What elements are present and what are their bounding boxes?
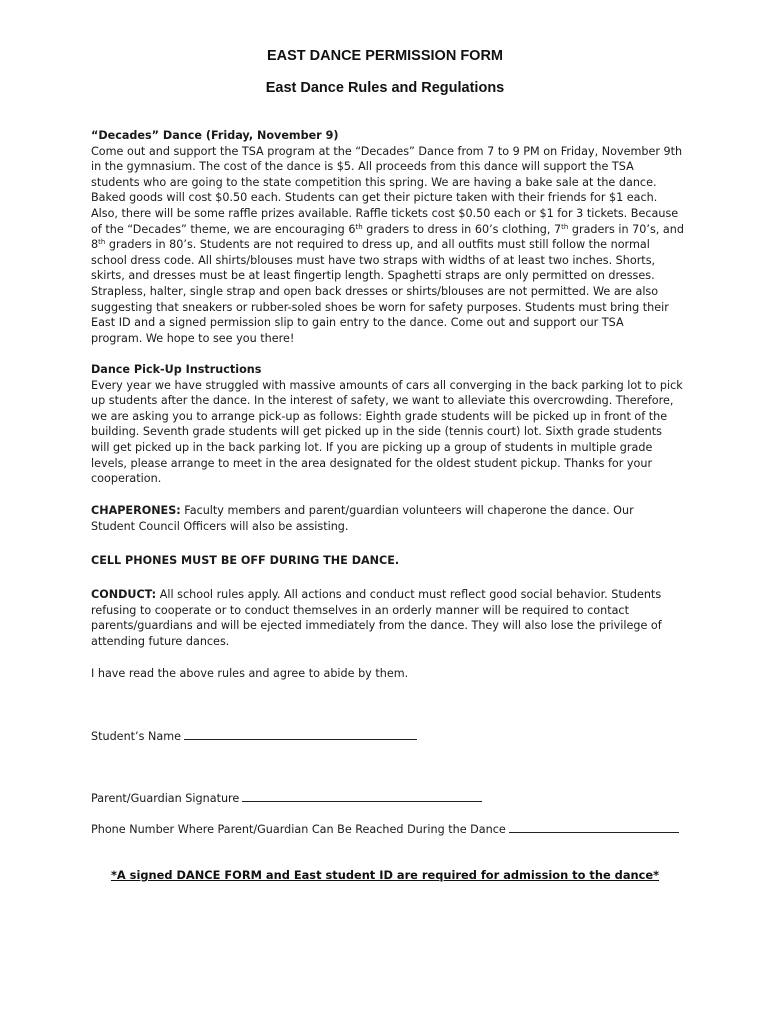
superscript: th <box>355 222 363 231</box>
form-subtitle: East Dance Rules and Regulations <box>265 80 505 96</box>
superscript: th <box>98 238 106 247</box>
pickup-line: up students after the dance. In the interest of safety, we want to alleviate this overcrowding. Therefore, <box>91 394 674 408</box>
chaperones-line: Student Council Officers will also be assisting. <box>91 519 349 533</box>
student-name-field[interactable] <box>184 728 417 740</box>
pickup-heading: Dance Pick-Up Instructions <box>91 363 262 376</box>
chaperones-section <box>91 503 683 534</box>
decades-section <box>91 128 683 346</box>
text-fragment: All school rules apply. All actions and conduct must reflect good social behavior. Students <box>156 588 662 601</box>
pickup-section <box>91 362 683 487</box>
text-fragment: Faculty members and parent/guardian volunteers will chaperone the dance. Our <box>180 504 634 517</box>
agreement-section <box>91 666 683 682</box>
decades-heading: “Decades” Dance (Friday, November 9) <box>91 129 339 142</box>
text-fragment: graders in 80’s. Students are not required to dress up, and all outfits must still follow the normal <box>105 238 650 252</box>
form-title: EAST DANCE PERMISSION FORM <box>266 48 504 64</box>
parent-signature-field[interactable] <box>242 790 482 802</box>
pickup-line: cooperation. <box>91 472 162 486</box>
decades-line: program. We hope to see you there! <box>91 331 295 345</box>
student-name-row <box>91 728 417 743</box>
parent-signature-row <box>91 790 482 805</box>
phone-number-row <box>91 821 679 836</box>
decades-line: skirts, and dresses must be at least fingertip length. Spaghetti straps are only permitted on dresses. <box>91 269 655 283</box>
decades-line <box>91 222 683 238</box>
phones-notice: CELL PHONES MUST BE OFF DURING THE DANCE. <box>91 554 400 567</box>
decades-line: students who are going to the state competition this spring. We are having a bake sale at the dance. <box>91 175 657 189</box>
pickup-line: building. Seventh grade students will get picked up in the side (tennis court) lot. Sixth grade students <box>91 425 662 439</box>
conduct-label: CONDUCT: <box>91 588 157 601</box>
decades-line: Baked goods will cost $0.50 each. Students can get their picture taken with their friends for $1 each. <box>91 191 658 205</box>
decades-line: Come out and support the TSA program at the “Decades” Dance from 7 to 9 PM on Friday, November 9th <box>91 144 683 158</box>
phone-number-label: Phone Number Where Parent/Guardian Can Be Reached During the Dance <box>91 823 506 836</box>
admission-notice-text: *A signed DANCE FORM and East student ID are required for admission to the dance* <box>110 868 660 882</box>
decades-line: Strapless, halter, single strap and open back dresses or shirts/blouses are not permitted. We are also <box>91 284 659 298</box>
conduct-line: refusing to cooperate or to conduct themselves in an orderly manner will be required to contact <box>91 603 629 617</box>
phones-section <box>91 553 683 569</box>
phone-number-field[interactable] <box>509 821 679 833</box>
decades-line: Also, there will be some raffle prizes available. Raffle tickets cost $0.50 each or $1 for 3 tickets. Because <box>91 206 679 220</box>
decades-line: suggesting that sneakers or rubber-soled shoes be worn for safety purposes. Students must bring their <box>91 300 669 314</box>
decades-line <box>91 237 683 253</box>
admission-notice <box>0 868 770 882</box>
decades-line: in the gymnasium. The cost of the dance is $5. All proceeds from this dance will support the TSA <box>91 160 634 174</box>
decades-line: school dress code. All shirts/blouses must have two straps with widths of at least two inches. Shorts, <box>91 253 656 267</box>
pickup-line: will get picked up in the back parking lot. If you are picking up a group of students in multiple grade <box>91 440 653 454</box>
parent-signature-label: Parent/Guardian Signature <box>91 792 240 805</box>
conduct-line: parents/guardians and will be ejected immediately from the dance. They will also lose the privilege of <box>91 619 662 633</box>
student-name-label: Student’s Name <box>91 730 181 743</box>
text-fragment: 8 <box>91 238 99 252</box>
chaperones-line <box>91 503 683 519</box>
text-fragment: graders in 70’s, and <box>568 222 684 236</box>
decades-line: East ID and a signed permission slip to gain entry to the dance. Come out and support our TSA <box>91 316 624 330</box>
text-fragment: of the “Decades” theme, we are encouraging 6 <box>91 222 356 236</box>
superscript: th <box>561 222 569 231</box>
conduct-line: attending future dances. <box>91 634 230 648</box>
conduct-section <box>91 587 683 649</box>
conduct-line <box>91 587 683 603</box>
agreement-text: I have read the above rules and agree to abide by them. <box>91 667 409 680</box>
chaperones-label: CHAPERONES: <box>91 504 181 517</box>
pickup-line: levels, please arrange to meet in the area designated for the oldest student pickup. Thanks for your <box>91 456 653 470</box>
text-fragment: graders to dress in 60’s clothing, 7 <box>362 222 562 236</box>
pickup-line: we are asking you to arrange pick-up as follows: Eighth grade students will be picked up in front of the <box>91 409 668 423</box>
pickup-line: Every year we have struggled with massive amounts of cars all converging in the back parking lot to pick <box>91 378 683 392</box>
